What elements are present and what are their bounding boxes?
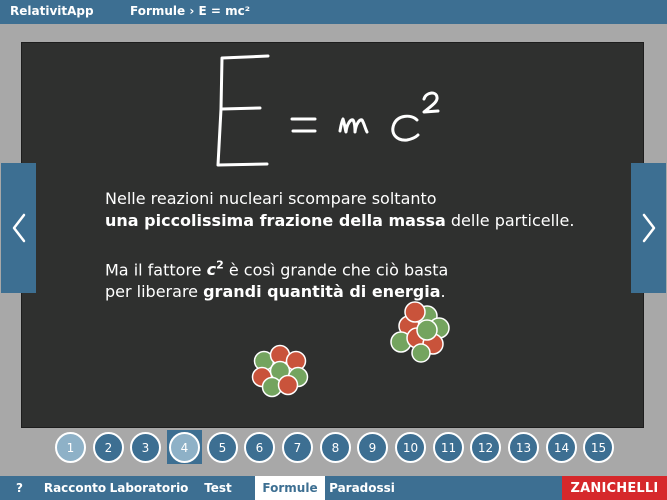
text-line-2-rest: delle particelle. xyxy=(445,211,575,230)
chalkboard xyxy=(21,42,644,428)
nucleus-small xyxy=(250,343,314,399)
page-1[interactable]: 1 xyxy=(55,432,86,463)
page-7[interactable]: 7 xyxy=(282,432,313,463)
text-line-3 xyxy=(105,259,448,279)
tab-formule[interactable]: Formule xyxy=(255,476,325,500)
page-5[interactable]: 5 xyxy=(207,432,238,463)
tab-laboratorio[interactable]: Laboratorio xyxy=(109,481,189,495)
chevron-right-icon xyxy=(641,213,657,243)
page-10[interactable]: 10 xyxy=(395,432,426,463)
text-line-2-bold: una piccolissima frazione della massa xyxy=(105,211,446,230)
tab-test[interactable]: Test xyxy=(204,481,232,495)
tab-paradossi[interactable]: Paradossi xyxy=(329,481,395,495)
text-line-3-post: è così grande che ciò basta xyxy=(223,260,449,280)
page-6[interactable]: 6 xyxy=(244,432,275,463)
formula-letter-m xyxy=(340,119,367,132)
page-2[interactable]: 2 xyxy=(93,432,124,463)
zanichelli-logo: ZANICHELLI xyxy=(562,476,667,500)
help-button[interactable]: ? xyxy=(16,481,23,495)
formula-e-mc2 xyxy=(22,43,645,183)
app-title: RelativitApp xyxy=(10,4,94,18)
breadcrumb: Formule › E = mc² xyxy=(130,4,250,18)
page-12[interactable]: 12 xyxy=(470,432,501,463)
page-4[interactable]: 4 xyxy=(169,432,200,463)
page-9[interactable]: 9 xyxy=(357,432,388,463)
text-line-4-bold: grandi quantità di energia xyxy=(203,282,441,301)
chevron-left-icon xyxy=(11,213,27,243)
formula-exponent-2 xyxy=(424,93,438,112)
page-8[interactable]: 8 xyxy=(320,432,351,463)
next-button[interactable] xyxy=(631,163,666,293)
top-bar xyxy=(0,0,667,24)
text-line-3-pre: Ma il fattore xyxy=(105,260,207,280)
bottom-bar xyxy=(0,476,667,500)
formula-letter-c xyxy=(393,116,418,140)
page-13[interactable]: 13 xyxy=(508,432,539,463)
text-line-1: Nelle reazioni nucleari scompare soltanto xyxy=(105,189,437,208)
prev-button[interactable] xyxy=(1,163,36,293)
text-line-2 xyxy=(105,211,574,230)
page-11[interactable]: 11 xyxy=(433,432,464,463)
nucleus-large xyxy=(387,296,457,366)
text-line-4-post: . xyxy=(440,282,446,301)
page-3[interactable]: 3 xyxy=(130,432,161,463)
tab-racconto[interactable]: Racconto xyxy=(43,481,107,495)
page-15[interactable]: 15 xyxy=(583,432,614,463)
c-squared: $c^2$ xyxy=(206,259,224,280)
page-14[interactable]: 14 xyxy=(546,432,577,463)
formula-letter-e xyxy=(218,56,268,165)
pagination xyxy=(0,430,667,462)
text-line-4-pre: per liberare xyxy=(105,282,204,301)
